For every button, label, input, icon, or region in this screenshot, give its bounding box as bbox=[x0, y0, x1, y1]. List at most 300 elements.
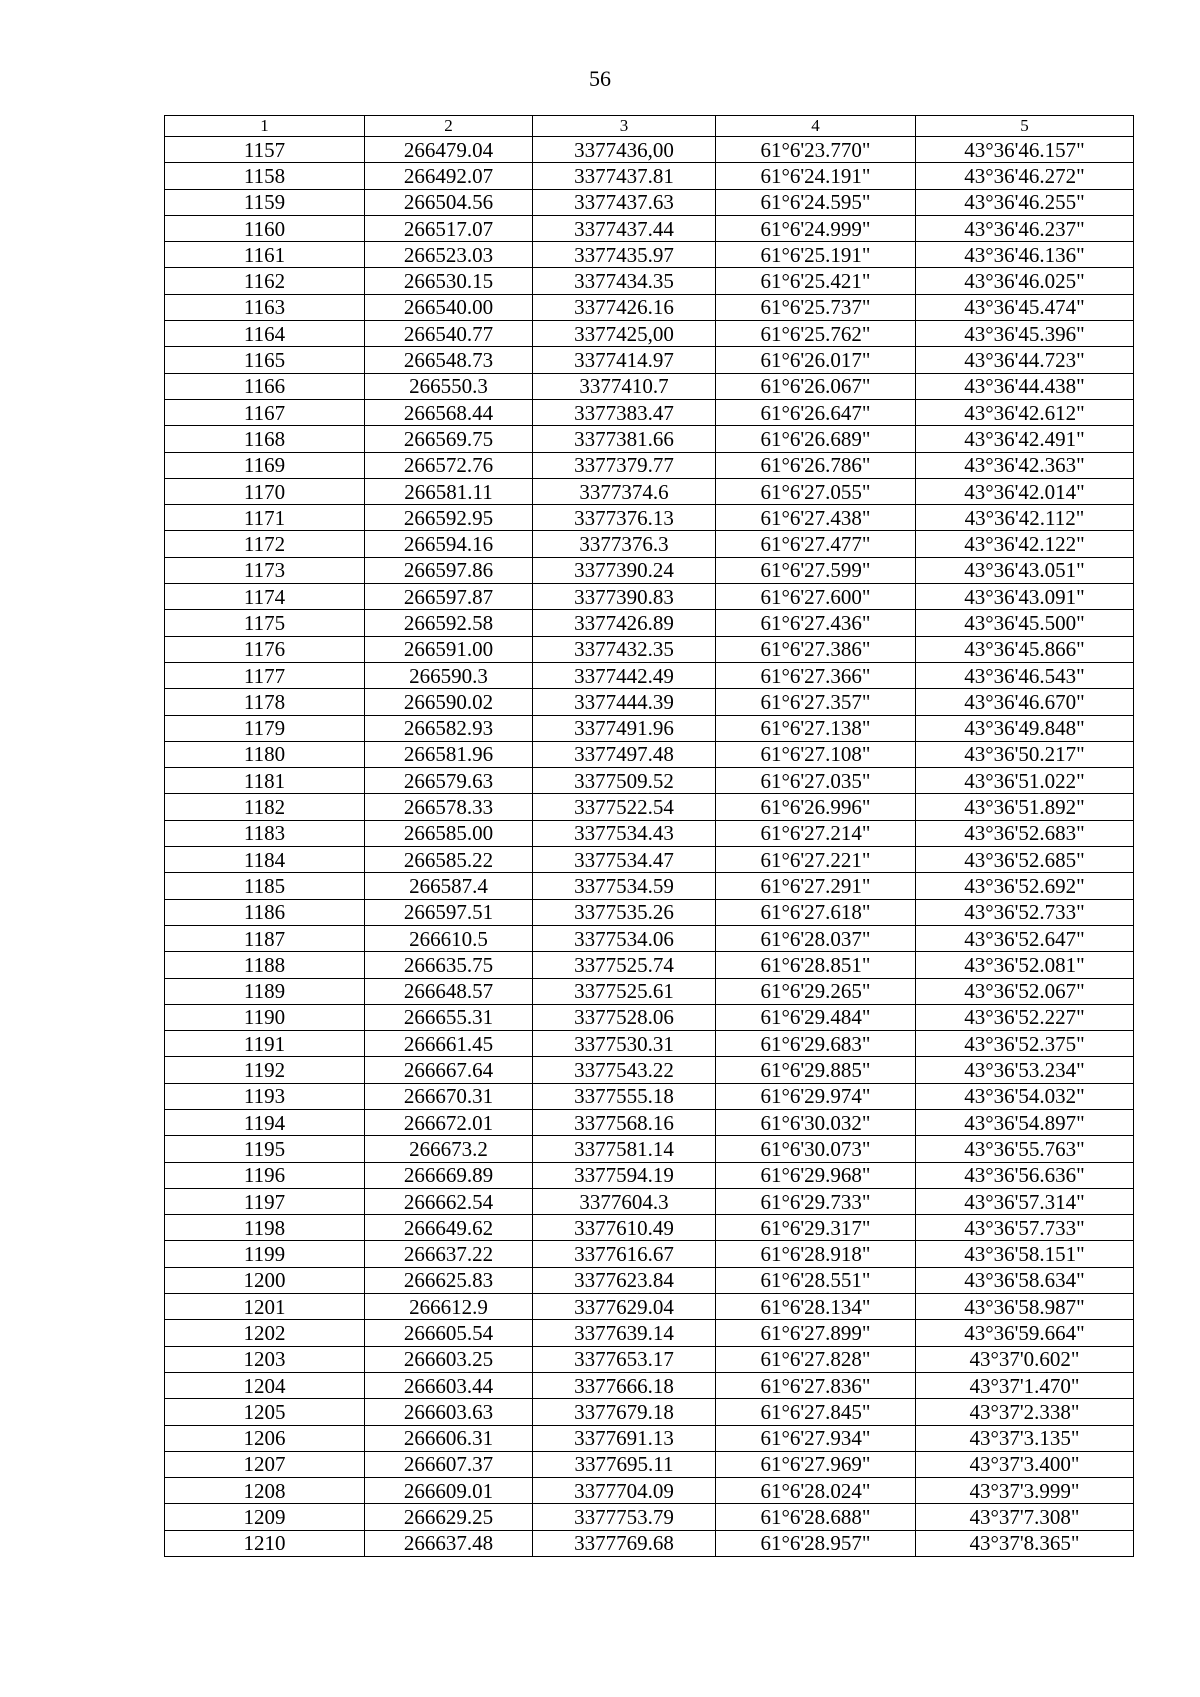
y-coordinate-cell: 3377543.22 bbox=[533, 1057, 716, 1083]
longitude-cell: 61°6'27.845" bbox=[716, 1399, 916, 1425]
point-number-cell: 1169 bbox=[165, 452, 365, 478]
y-coordinate-cell: 3377497.48 bbox=[533, 741, 716, 767]
latitude-cell: 43°36'51.022" bbox=[916, 768, 1134, 794]
y-coordinate-cell: 3377444.39 bbox=[533, 689, 716, 715]
point-number-cell: 1198 bbox=[165, 1215, 365, 1241]
latitude-cell: 43°36'52.692" bbox=[916, 873, 1134, 899]
longitude-cell: 61°6'29.265" bbox=[716, 978, 916, 1004]
longitude-cell: 61°6'24.999" bbox=[716, 215, 916, 241]
x-coordinate-cell: 266590.3 bbox=[365, 662, 533, 688]
table-row bbox=[165, 1136, 1134, 1162]
latitude-cell: 43°36'58.634" bbox=[916, 1267, 1134, 1293]
point-number-cell: 1179 bbox=[165, 715, 365, 741]
y-coordinate-cell: 3377753.79 bbox=[533, 1504, 716, 1530]
y-coordinate-cell: 3377442.49 bbox=[533, 662, 716, 688]
longitude-cell: 61°6'27.055" bbox=[716, 478, 916, 504]
longitude-cell: 61°6'23.770" bbox=[716, 137, 916, 163]
y-coordinate-cell: 3377679.18 bbox=[533, 1399, 716, 1425]
y-coordinate-cell: 3377666.18 bbox=[533, 1372, 716, 1398]
latitude-cell: 43°36'52.067" bbox=[916, 978, 1134, 1004]
longitude-cell: 61°6'27.899" bbox=[716, 1320, 916, 1346]
longitude-cell: 61°6'27.600" bbox=[716, 584, 916, 610]
x-coordinate-cell: 266610.5 bbox=[365, 925, 533, 951]
table-row bbox=[165, 925, 1134, 951]
point-number-cell: 1164 bbox=[165, 321, 365, 347]
y-coordinate-cell: 3377383.47 bbox=[533, 399, 716, 425]
y-coordinate-cell: 3377414.97 bbox=[533, 347, 716, 373]
x-coordinate-cell: 266597.51 bbox=[365, 899, 533, 925]
table-row bbox=[165, 1057, 1134, 1083]
x-coordinate-cell: 266669.89 bbox=[365, 1162, 533, 1188]
y-coordinate-cell: 3377528.06 bbox=[533, 1004, 716, 1030]
y-coordinate-cell: 3377376.3 bbox=[533, 531, 716, 557]
longitude-cell: 61°6'27.366" bbox=[716, 662, 916, 688]
point-number-cell: 1209 bbox=[165, 1504, 365, 1530]
longitude-cell: 61°6'28.024" bbox=[716, 1478, 916, 1504]
latitude-cell: 43°37'3.999" bbox=[916, 1478, 1134, 1504]
longitude-cell: 61°6'26.067" bbox=[716, 373, 916, 399]
y-coordinate-cell: 3377434.35 bbox=[533, 268, 716, 294]
longitude-cell: 61°6'27.599" bbox=[716, 557, 916, 583]
latitude-cell: 43°36'54.032" bbox=[916, 1083, 1134, 1109]
point-number-cell: 1166 bbox=[165, 373, 365, 399]
x-coordinate-cell: 266591.00 bbox=[365, 636, 533, 662]
y-coordinate-cell: 3377437.44 bbox=[533, 215, 716, 241]
point-number-cell: 1171 bbox=[165, 505, 365, 531]
x-coordinate-cell: 266603.44 bbox=[365, 1372, 533, 1398]
longitude-cell: 61°6'27.438" bbox=[716, 505, 916, 531]
table-row bbox=[165, 1451, 1134, 1477]
y-coordinate-cell: 3377534.06 bbox=[533, 925, 716, 951]
point-number-cell: 1184 bbox=[165, 847, 365, 873]
longitude-cell: 61°6'27.386" bbox=[716, 636, 916, 662]
latitude-cell: 43°36'59.664" bbox=[916, 1320, 1134, 1346]
table-row bbox=[165, 768, 1134, 794]
latitude-cell: 43°36'43.051" bbox=[916, 557, 1134, 583]
column-header-1: 1 bbox=[165, 116, 365, 137]
longitude-cell: 61°6'26.996" bbox=[716, 794, 916, 820]
point-number-cell: 1187 bbox=[165, 925, 365, 951]
x-coordinate-cell: 266540.00 bbox=[365, 294, 533, 320]
point-number-cell: 1185 bbox=[165, 873, 365, 899]
table-row bbox=[165, 1372, 1134, 1398]
x-coordinate-cell: 266582.93 bbox=[365, 715, 533, 741]
point-number-cell: 1181 bbox=[165, 768, 365, 794]
latitude-cell: 43°36'46.255" bbox=[916, 189, 1134, 215]
latitude-cell: 43°36'42.363" bbox=[916, 452, 1134, 478]
x-coordinate-cell: 266609.01 bbox=[365, 1478, 533, 1504]
point-number-cell: 1186 bbox=[165, 899, 365, 925]
longitude-cell: 61°6'27.108" bbox=[716, 741, 916, 767]
latitude-cell: 43°37'1.470" bbox=[916, 1372, 1134, 1398]
x-coordinate-cell: 266637.48 bbox=[365, 1530, 533, 1556]
longitude-cell: 61°6'28.688" bbox=[716, 1504, 916, 1530]
table-row bbox=[165, 584, 1134, 610]
latitude-cell: 43°36'57.733" bbox=[916, 1215, 1134, 1241]
table-row bbox=[165, 636, 1134, 662]
point-number-cell: 1183 bbox=[165, 820, 365, 846]
longitude-cell: 61°6'29.733" bbox=[716, 1188, 916, 1214]
longitude-cell: 61°6'30.032" bbox=[716, 1109, 916, 1135]
table-row bbox=[165, 1320, 1134, 1346]
latitude-cell: 43°36'49.848" bbox=[916, 715, 1134, 741]
point-number-cell: 1199 bbox=[165, 1241, 365, 1267]
x-coordinate-cell: 266504.56 bbox=[365, 189, 533, 215]
longitude-cell: 61°6'28.134" bbox=[716, 1294, 916, 1320]
y-coordinate-cell: 3377381.66 bbox=[533, 426, 716, 452]
x-coordinate-cell: 266637.22 bbox=[365, 1241, 533, 1267]
column-header-3: 3 bbox=[533, 116, 716, 137]
table-row bbox=[165, 873, 1134, 899]
longitude-cell: 61°6'26.786" bbox=[716, 452, 916, 478]
latitude-cell: 43°36'56.636" bbox=[916, 1162, 1134, 1188]
longitude-cell: 61°6'25.737" bbox=[716, 294, 916, 320]
longitude-cell: 61°6'28.037" bbox=[716, 925, 916, 951]
x-coordinate-cell: 266581.96 bbox=[365, 741, 533, 767]
point-number-cell: 1205 bbox=[165, 1399, 365, 1425]
table-row bbox=[165, 557, 1134, 583]
longitude-cell: 61°6'29.885" bbox=[716, 1057, 916, 1083]
point-number-cell: 1175 bbox=[165, 610, 365, 636]
latitude-cell: 43°36'50.217" bbox=[916, 741, 1134, 767]
x-coordinate-cell: 266673.2 bbox=[365, 1136, 533, 1162]
table-row bbox=[165, 1478, 1134, 1504]
coordinates-table bbox=[164, 115, 1134, 1557]
x-coordinate-cell: 266594.16 bbox=[365, 531, 533, 557]
y-coordinate-cell: 3377534.47 bbox=[533, 847, 716, 873]
y-coordinate-cell: 3377491.96 bbox=[533, 715, 716, 741]
x-coordinate-cell: 266585.22 bbox=[365, 847, 533, 873]
x-coordinate-cell: 266479.04 bbox=[365, 137, 533, 163]
table-row bbox=[165, 689, 1134, 715]
y-coordinate-cell: 3377535.26 bbox=[533, 899, 716, 925]
longitude-cell: 61°6'25.421" bbox=[716, 268, 916, 294]
latitude-cell: 43°36'55.763" bbox=[916, 1136, 1134, 1162]
latitude-cell: 43°36'45.474" bbox=[916, 294, 1134, 320]
longitude-cell: 61°6'28.551" bbox=[716, 1267, 916, 1293]
x-coordinate-cell: 266523.03 bbox=[365, 242, 533, 268]
longitude-cell: 61°6'29.968" bbox=[716, 1162, 916, 1188]
column-header-4: 4 bbox=[716, 116, 916, 137]
longitude-cell: 61°6'26.689" bbox=[716, 426, 916, 452]
table-row bbox=[165, 1267, 1134, 1293]
y-coordinate-cell: 3377695.11 bbox=[533, 1451, 716, 1477]
longitude-cell: 61°6'26.647" bbox=[716, 399, 916, 425]
latitude-cell: 43°36'52.733" bbox=[916, 899, 1134, 925]
x-coordinate-cell: 266649.62 bbox=[365, 1215, 533, 1241]
table-row bbox=[165, 452, 1134, 478]
x-coordinate-cell: 266603.25 bbox=[365, 1346, 533, 1372]
latitude-cell: 43°36'46.670" bbox=[916, 689, 1134, 715]
y-coordinate-cell: 3377426.16 bbox=[533, 294, 716, 320]
point-number-cell: 1182 bbox=[165, 794, 365, 820]
longitude-cell: 61°6'27.836" bbox=[716, 1372, 916, 1398]
x-coordinate-cell: 266662.54 bbox=[365, 1188, 533, 1214]
point-number-cell: 1159 bbox=[165, 189, 365, 215]
latitude-cell: 43°36'58.151" bbox=[916, 1241, 1134, 1267]
y-coordinate-cell: 3377410.7 bbox=[533, 373, 716, 399]
longitude-cell: 61°6'27.357" bbox=[716, 689, 916, 715]
longitude-cell: 61°6'27.221" bbox=[716, 847, 916, 873]
latitude-cell: 43°36'57.314" bbox=[916, 1188, 1134, 1214]
x-coordinate-cell: 266607.37 bbox=[365, 1451, 533, 1477]
y-coordinate-cell: 3377616.67 bbox=[533, 1241, 716, 1267]
latitude-cell: 43°36'52.685" bbox=[916, 847, 1134, 873]
table-row bbox=[165, 715, 1134, 741]
y-coordinate-cell: 3377435.97 bbox=[533, 242, 716, 268]
longitude-cell: 61°6'26.017" bbox=[716, 347, 916, 373]
longitude-cell: 61°6'27.969" bbox=[716, 1451, 916, 1477]
point-number-cell: 1160 bbox=[165, 215, 365, 241]
point-number-cell: 1192 bbox=[165, 1057, 365, 1083]
longitude-cell: 61°6'27.138" bbox=[716, 715, 916, 741]
table-row bbox=[165, 978, 1134, 1004]
longitude-cell: 61°6'27.436" bbox=[716, 610, 916, 636]
y-coordinate-cell: 3377534.59 bbox=[533, 873, 716, 899]
x-coordinate-cell: 266585.00 bbox=[365, 820, 533, 846]
table-row bbox=[165, 268, 1134, 294]
latitude-cell: 43°36'54.897" bbox=[916, 1109, 1134, 1135]
table-row bbox=[165, 1109, 1134, 1135]
latitude-cell: 43°36'52.683" bbox=[916, 820, 1134, 846]
latitude-cell: 43°36'42.112" bbox=[916, 505, 1134, 531]
longitude-cell: 61°6'25.762" bbox=[716, 321, 916, 347]
table-row bbox=[165, 610, 1134, 636]
latitude-cell: 43°36'43.091" bbox=[916, 584, 1134, 610]
latitude-cell: 43°36'46.237" bbox=[916, 215, 1134, 241]
y-coordinate-cell: 3377379.77 bbox=[533, 452, 716, 478]
table-row bbox=[165, 1425, 1134, 1451]
point-number-cell: 1174 bbox=[165, 584, 365, 610]
table-row bbox=[165, 163, 1134, 189]
x-coordinate-cell: 266530.15 bbox=[365, 268, 533, 294]
y-coordinate-cell: 3377376.13 bbox=[533, 505, 716, 531]
x-coordinate-cell: 266672.01 bbox=[365, 1109, 533, 1135]
table-row bbox=[165, 399, 1134, 425]
latitude-cell: 43°36'42.612" bbox=[916, 399, 1134, 425]
y-coordinate-cell: 3377437.81 bbox=[533, 163, 716, 189]
latitude-cell: 43°36'52.081" bbox=[916, 952, 1134, 978]
latitude-cell: 43°36'52.647" bbox=[916, 925, 1134, 951]
table-row bbox=[165, 1031, 1134, 1057]
point-number-cell: 1173 bbox=[165, 557, 365, 583]
y-coordinate-cell: 3377432.35 bbox=[533, 636, 716, 662]
latitude-cell: 43°37'3.400" bbox=[916, 1451, 1134, 1477]
table-row bbox=[165, 1083, 1134, 1109]
latitude-cell: 43°36'45.396" bbox=[916, 321, 1134, 347]
latitude-cell: 43°37'7.308" bbox=[916, 1504, 1134, 1530]
x-coordinate-cell: 266648.57 bbox=[365, 978, 533, 1004]
table-row bbox=[165, 662, 1134, 688]
latitude-cell: 43°36'58.987" bbox=[916, 1294, 1134, 1320]
table-row bbox=[165, 215, 1134, 241]
x-coordinate-cell: 266655.31 bbox=[365, 1004, 533, 1030]
point-number-cell: 1168 bbox=[165, 426, 365, 452]
x-coordinate-cell: 266670.31 bbox=[365, 1083, 533, 1109]
latitude-cell: 43°36'42.122" bbox=[916, 531, 1134, 557]
y-coordinate-cell: 3377691.13 bbox=[533, 1425, 716, 1451]
table-row bbox=[165, 741, 1134, 767]
y-coordinate-cell: 3377581.14 bbox=[533, 1136, 716, 1162]
x-coordinate-cell: 266612.9 bbox=[365, 1294, 533, 1320]
y-coordinate-cell: 3377653.17 bbox=[533, 1346, 716, 1372]
longitude-cell: 61°6'27.477" bbox=[716, 531, 916, 557]
table-row bbox=[165, 1399, 1134, 1425]
x-coordinate-cell: 266605.54 bbox=[365, 1320, 533, 1346]
x-coordinate-cell: 266550.3 bbox=[365, 373, 533, 399]
y-coordinate-cell: 3377525.74 bbox=[533, 952, 716, 978]
table-row bbox=[165, 505, 1134, 531]
table-row bbox=[165, 1162, 1134, 1188]
table-row bbox=[165, 952, 1134, 978]
latitude-cell: 43°36'52.227" bbox=[916, 1004, 1134, 1030]
longitude-cell: 61°6'24.595" bbox=[716, 189, 916, 215]
y-coordinate-cell: 3377425,00 bbox=[533, 321, 716, 347]
longitude-cell: 61°6'25.191" bbox=[716, 242, 916, 268]
y-coordinate-cell: 3377525.61 bbox=[533, 978, 716, 1004]
longitude-cell: 61°6'27.214" bbox=[716, 820, 916, 846]
x-coordinate-cell: 266625.83 bbox=[365, 1267, 533, 1293]
y-coordinate-cell: 3377426.89 bbox=[533, 610, 716, 636]
table-row bbox=[165, 373, 1134, 399]
point-number-cell: 1202 bbox=[165, 1320, 365, 1346]
header-row bbox=[165, 116, 1134, 137]
table-row bbox=[165, 478, 1134, 504]
point-number-cell: 1172 bbox=[165, 531, 365, 557]
point-number-cell: 1188 bbox=[165, 952, 365, 978]
point-number-cell: 1193 bbox=[165, 1083, 365, 1109]
table-row bbox=[165, 137, 1134, 163]
latitude-cell: 43°37'8.365" bbox=[916, 1530, 1134, 1556]
y-coordinate-cell: 3377623.84 bbox=[533, 1267, 716, 1293]
x-coordinate-cell: 266572.76 bbox=[365, 452, 533, 478]
point-number-cell: 1190 bbox=[165, 1004, 365, 1030]
x-coordinate-cell: 266667.64 bbox=[365, 1057, 533, 1083]
x-coordinate-cell: 266492.07 bbox=[365, 163, 533, 189]
table-row bbox=[165, 847, 1134, 873]
table-row bbox=[165, 899, 1134, 925]
x-coordinate-cell: 266597.86 bbox=[365, 557, 533, 583]
y-coordinate-cell: 3377534.43 bbox=[533, 820, 716, 846]
x-coordinate-cell: 266603.63 bbox=[365, 1399, 533, 1425]
point-number-cell: 1165 bbox=[165, 347, 365, 373]
longitude-cell: 61°6'29.683" bbox=[716, 1031, 916, 1057]
longitude-cell: 61°6'29.317" bbox=[716, 1215, 916, 1241]
table-row bbox=[165, 1004, 1134, 1030]
point-number-cell: 1157 bbox=[165, 137, 365, 163]
longitude-cell: 61°6'27.291" bbox=[716, 873, 916, 899]
table-row bbox=[165, 794, 1134, 820]
table-row bbox=[165, 1241, 1134, 1267]
x-coordinate-cell: 266517.07 bbox=[365, 215, 533, 241]
point-number-cell: 1208 bbox=[165, 1478, 365, 1504]
latitude-cell: 43°36'45.500" bbox=[916, 610, 1134, 636]
point-number-cell: 1204 bbox=[165, 1372, 365, 1398]
table-row bbox=[165, 1294, 1134, 1320]
column-header-2: 2 bbox=[365, 116, 533, 137]
latitude-cell: 43°36'52.375" bbox=[916, 1031, 1134, 1057]
x-coordinate-cell: 266579.63 bbox=[365, 768, 533, 794]
y-coordinate-cell: 3377437.63 bbox=[533, 189, 716, 215]
y-coordinate-cell: 3377568.16 bbox=[533, 1109, 716, 1135]
table-row bbox=[165, 294, 1134, 320]
table-row bbox=[165, 1188, 1134, 1214]
x-coordinate-cell: 266569.75 bbox=[365, 426, 533, 452]
x-coordinate-cell: 266635.75 bbox=[365, 952, 533, 978]
y-coordinate-cell: 3377555.18 bbox=[533, 1083, 716, 1109]
y-coordinate-cell: 3377374.6 bbox=[533, 478, 716, 504]
latitude-cell: 43°36'44.438" bbox=[916, 373, 1134, 399]
y-coordinate-cell: 3377629.04 bbox=[533, 1294, 716, 1320]
point-number-cell: 1196 bbox=[165, 1162, 365, 1188]
point-number-cell: 1178 bbox=[165, 689, 365, 715]
x-coordinate-cell: 266606.31 bbox=[365, 1425, 533, 1451]
point-number-cell: 1161 bbox=[165, 242, 365, 268]
point-number-cell: 1201 bbox=[165, 1294, 365, 1320]
latitude-cell: 43°36'46.543" bbox=[916, 662, 1134, 688]
table-row bbox=[165, 321, 1134, 347]
longitude-cell: 61°6'28.918" bbox=[716, 1241, 916, 1267]
y-coordinate-cell: 3377704.09 bbox=[533, 1478, 716, 1504]
longitude-cell: 61°6'28.957" bbox=[716, 1530, 916, 1556]
point-number-cell: 1191 bbox=[165, 1031, 365, 1057]
latitude-cell: 43°37'0.602" bbox=[916, 1346, 1134, 1372]
table-row bbox=[165, 1504, 1134, 1530]
latitude-cell: 43°36'42.491" bbox=[916, 426, 1134, 452]
x-coordinate-cell: 266661.45 bbox=[365, 1031, 533, 1057]
table-row bbox=[165, 426, 1134, 452]
y-coordinate-cell: 3377509.52 bbox=[533, 768, 716, 794]
latitude-cell: 43°36'51.892" bbox=[916, 794, 1134, 820]
latitude-cell: 43°37'3.135" bbox=[916, 1425, 1134, 1451]
point-number-cell: 1158 bbox=[165, 163, 365, 189]
longitude-cell: 61°6'27.618" bbox=[716, 899, 916, 925]
longitude-cell: 61°6'27.828" bbox=[716, 1346, 916, 1372]
table-row bbox=[165, 189, 1134, 215]
longitude-cell: 61°6'24.191" bbox=[716, 163, 916, 189]
point-number-cell: 1189 bbox=[165, 978, 365, 1004]
x-coordinate-cell: 266581.11 bbox=[365, 478, 533, 504]
x-coordinate-cell: 266578.33 bbox=[365, 794, 533, 820]
latitude-cell: 43°36'46.136" bbox=[916, 242, 1134, 268]
point-number-cell: 1176 bbox=[165, 636, 365, 662]
y-coordinate-cell: 3377610.49 bbox=[533, 1215, 716, 1241]
y-coordinate-cell: 3377390.24 bbox=[533, 557, 716, 583]
latitude-cell: 43°36'42.014" bbox=[916, 478, 1134, 504]
point-number-cell: 1180 bbox=[165, 741, 365, 767]
point-number-cell: 1203 bbox=[165, 1346, 365, 1372]
point-number-cell: 1200 bbox=[165, 1267, 365, 1293]
x-coordinate-cell: 266590.02 bbox=[365, 689, 533, 715]
point-number-cell: 1195 bbox=[165, 1136, 365, 1162]
y-coordinate-cell: 3377604.3 bbox=[533, 1188, 716, 1214]
point-number-cell: 1170 bbox=[165, 478, 365, 504]
point-number-cell: 1206 bbox=[165, 1425, 365, 1451]
latitude-cell: 43°36'44.723" bbox=[916, 347, 1134, 373]
y-coordinate-cell: 3377436,00 bbox=[533, 137, 716, 163]
table-body bbox=[165, 137, 1134, 1557]
table-row bbox=[165, 242, 1134, 268]
y-coordinate-cell: 3377522.54 bbox=[533, 794, 716, 820]
column-header-5: 5 bbox=[916, 116, 1134, 137]
latitude-cell: 43°36'53.234" bbox=[916, 1057, 1134, 1083]
longitude-cell: 61°6'28.851" bbox=[716, 952, 916, 978]
table-row bbox=[165, 531, 1134, 557]
longitude-cell: 61°6'29.974" bbox=[716, 1083, 916, 1109]
table-row bbox=[165, 1530, 1134, 1556]
page-number: 56 bbox=[589, 66, 611, 91]
table-row bbox=[165, 1215, 1134, 1241]
